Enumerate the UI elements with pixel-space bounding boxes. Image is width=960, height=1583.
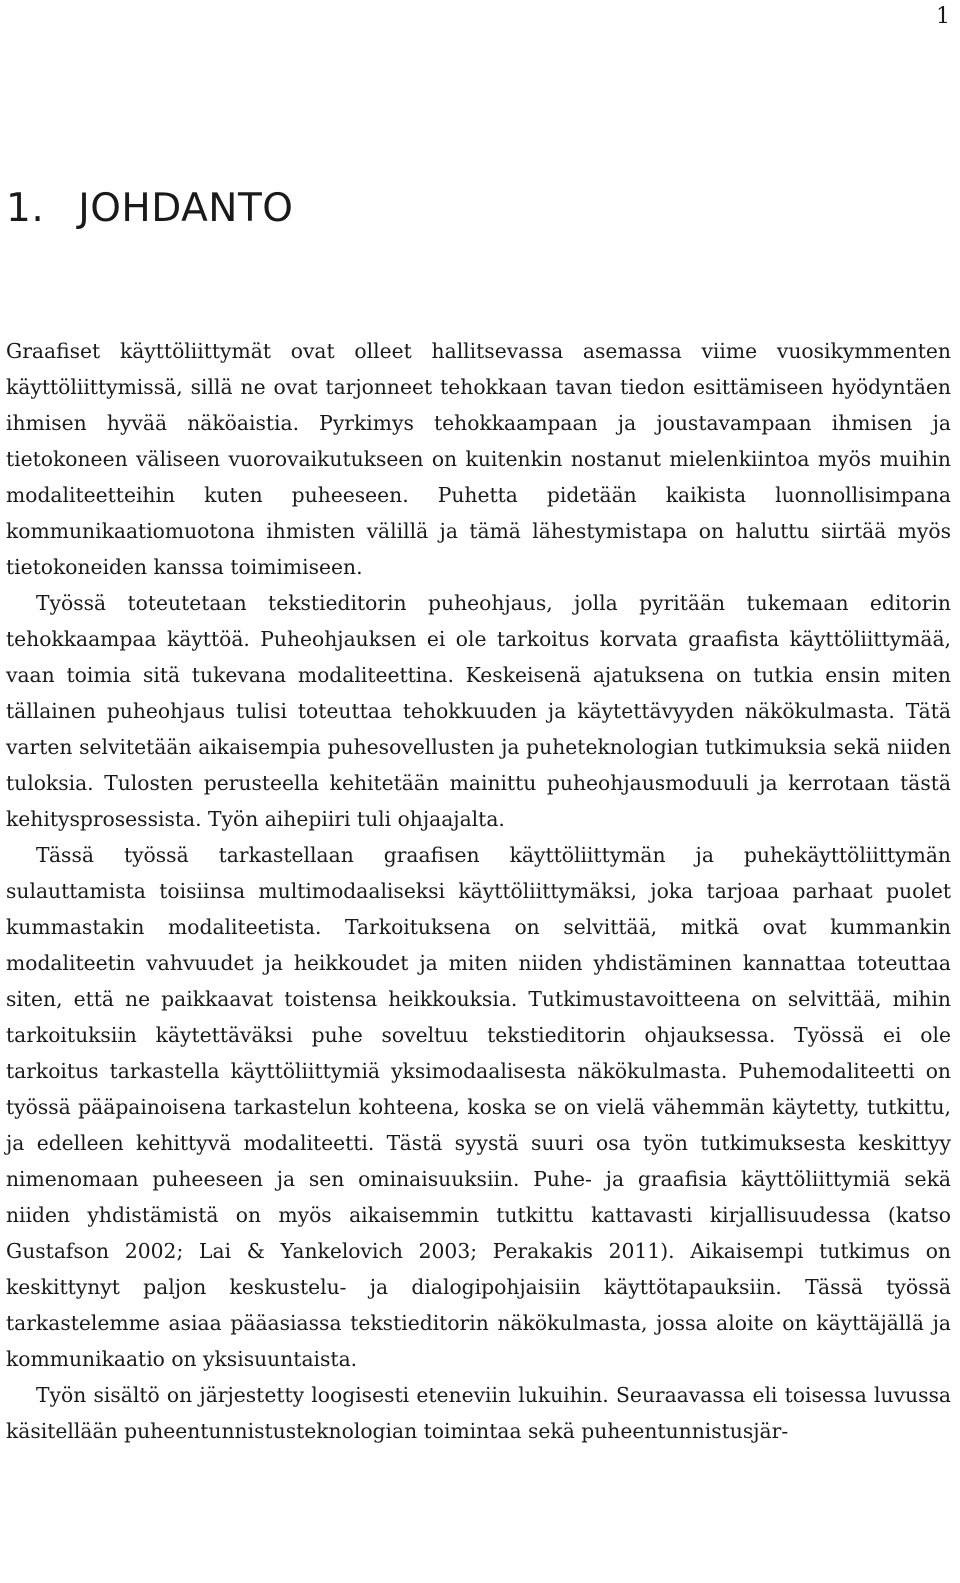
paragraph-4: Työn sisältö on järjestetty loogisesti eteneviin lukuihin. Seuraavassa eli toisessa luvussa käsitellään puheentunnistusteknologian toimintaa sekä puheentunnistusjär- [6,1383,951,1443]
chapter-number: 1. [6,186,45,231]
chapter-title: JOHDANTO [78,186,294,231]
paragraph-1: Graafiset käyttöliittymät ovat olleet hallitsevassa asemassa viime vuosikymmenten käyttöliittymissä, sillä ne ovat tarjonneet tehokkaan tavan tiedon esittämiseen hyödyntäen ihmisen hyvää näköaistia. Pyrkimys tehokkaampaan ja joustavampaan ihmisen ja tietokoneen väliseen vuorovaikutukseen on kuitenkin nostanut mielenkiintoa myös muihin modaliteetteihin kuten puheeseen. Puhetta pidetään kaikista luonnollisimpana kommunikaatiomuotona ihmisten välillä ja tämä lähestymistapa on haluttu siirtää myös tietokoneiden kanssa toimimiseen. [6,339,951,579]
page-number: 1 [936,4,950,29]
paragraph-3: Tässä työssä tarkastellaan graafisen käyttöliittymän ja puhekäyttöliittymän sulauttamista toisiinsa multimodaaliseksi käyttöliittymäksi, joka tarjoaa parhaat puolet kummastakin modaliteetista. Tarkoituksena on selvittää, mitkä ovat kummankin modaliteetin vahvuudet ja heikkoudet ja miten niiden yhdistäminen kannattaa toteuttaa siten, että ne paikkaavat toistensa heikkouksia. Tutkimustavoitteena on selvittää, mihin tarkoituksiin käytettäväksi puhe soveltuu tekstieditorin ohjauksessa. Työssä ei ole tarkoitus tarkastella käyttöliittymiä yksimodaalisesta näkökulmasta. Puhemodaliteetti on työssä pääpainoisena tarkastelun kohteena, koska se on vielä vähemmän käytetty, tutkittu, ja edelleen kehittyvä modaliteetti. Tästä syystä suuri osa työn tutkimuksesta keskittyy nimenomaan puheeseen ja sen ominaisuuksiin. Puhe- ja graafisia käyttöliittymiä sekä niiden yhdistämistä on myös aikaisemmin tutkittu kattavasti kirjallisuudessa (katso Gustafson 2002; Lai & Yankelovich 2003; Perakakis 2011). Aikaisempi tutkimus on keskittynyt paljon keskustelu- ja dialogipohjaisiin käyttötapauksiin. Tässä työssä tarkastelemme asiaa pääasiassa tekstieditorin näkökulmasta, jossa aloite on käyttäjällä ja kommunikaatio on yksisuuntaista. [6,843,951,1371]
body-text [6,333,951,1449]
paragraph-2: Työssä toteutetaan tekstieditorin puheohjaus, jolla pyritään tukemaan editorin tehokkaampaa käyttöä. Puheohjauksen ei ole tarkoitus korvata graafista käyttöliittymää, vaan toimia sitä tukevana modaliteettina. Keskeisenä ajatuksena on tutkia ensin miten tällainen puheohjaus tulisi toteuttaa tehokkuuden ja käytettävyyden näkökulmasta. Tätä varten selvitetään aikaisempia puhesovellusten ja puheteknologian tutkimuksia sekä niiden tuloksia. Tulosten perusteella kehitetään mainittu puheohjausmoduuli ja kerrotaan tästä kehitysprosessista. Työn aihepiiri tuli ohjaajalta. [6,591,951,831]
chapter-heading [6,186,293,231]
